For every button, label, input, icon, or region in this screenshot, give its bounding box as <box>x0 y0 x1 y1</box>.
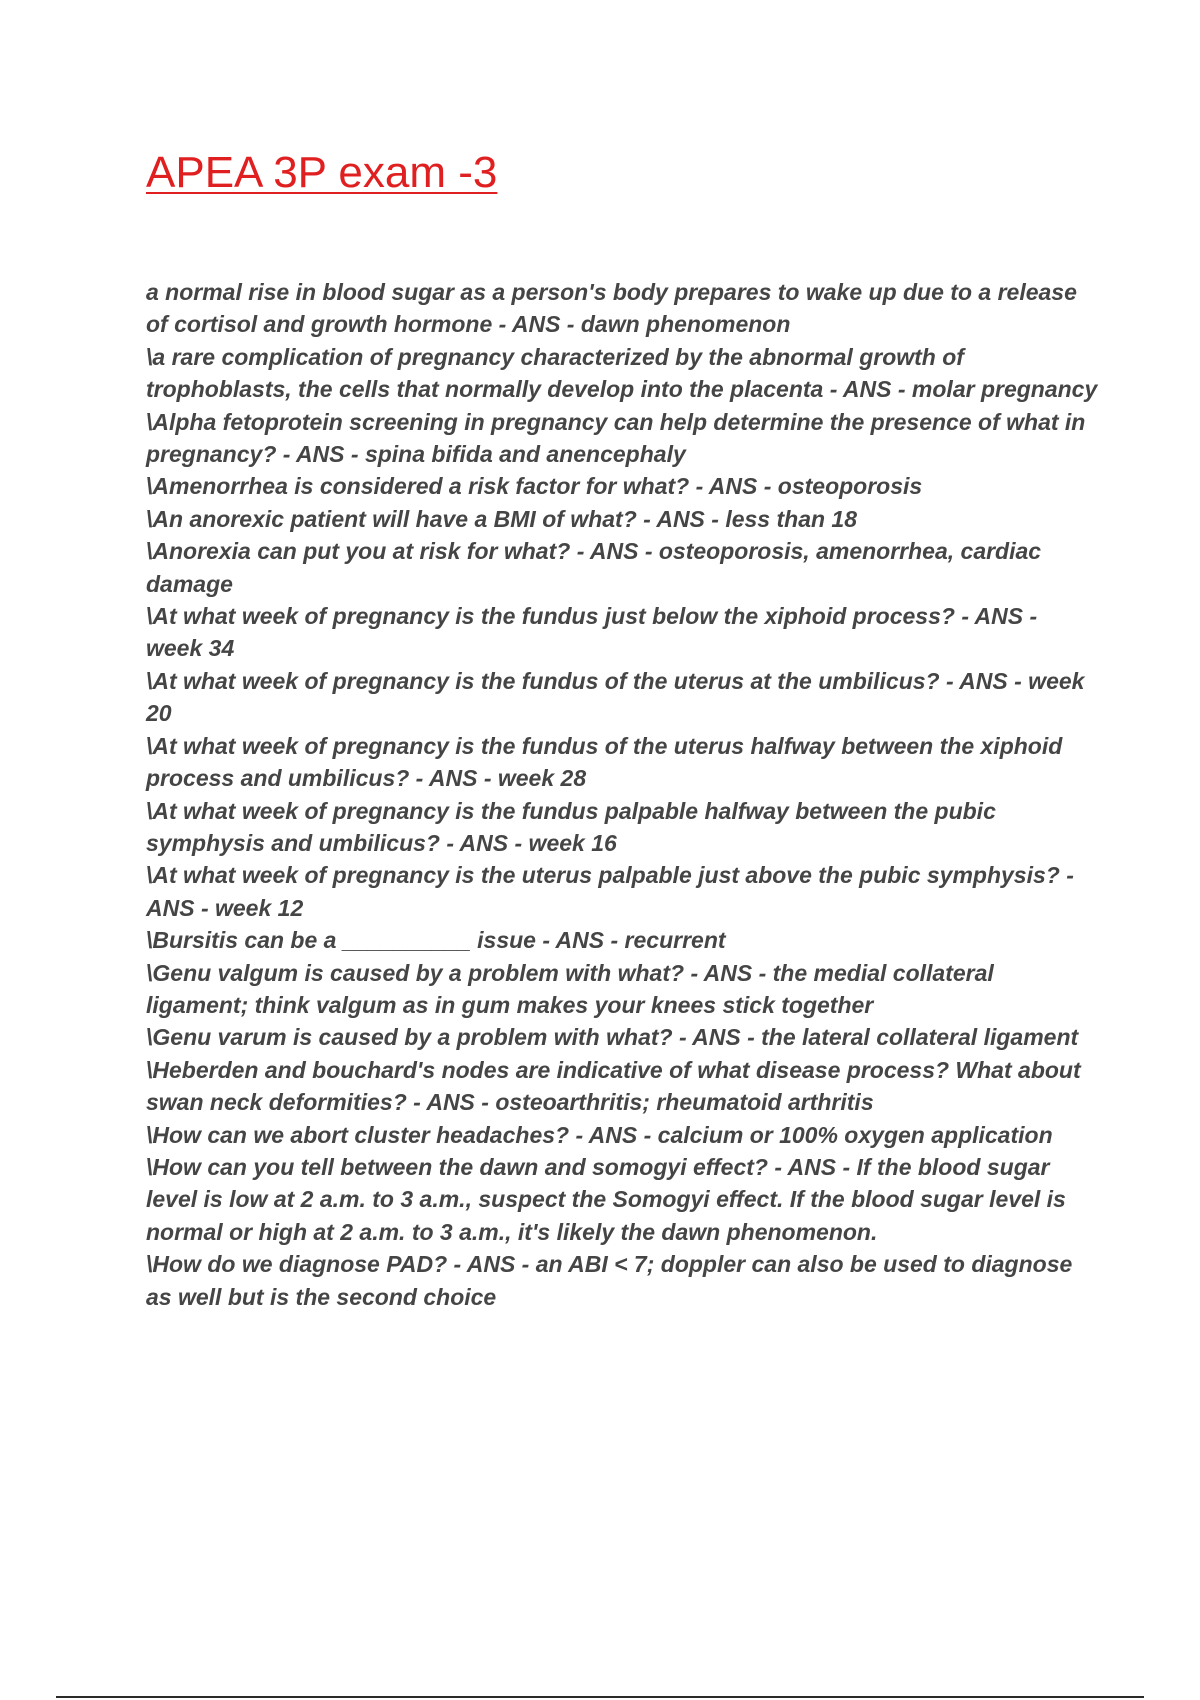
qa-entry <box>146 1151 1098 1248</box>
qa-entry-text: \a rare complication of pregnancy characterized by the abnormal growth of trophoblasts, the cells that normally develop into the placenta - ANS - molar pregnancy <box>146 343 1098 403</box>
qa-entry <box>146 730 1098 795</box>
qa-entry <box>146 535 1098 600</box>
qa-entry <box>146 957 1098 1022</box>
qa-entry-text: \Genu varum is caused by a problem with what? - ANS - the lateral collateral ligament <box>146 1024 1079 1051</box>
qa-entry <box>146 1248 1098 1313</box>
qa-entry <box>146 795 1098 860</box>
footer-divider <box>56 1696 1144 1698</box>
qa-entry-text: \How do we diagnose PAD? - ANS - an ABI < 7; doppler can also be used to diagnose as well but is the second choice <box>146 1251 1073 1310</box>
document-title: APEA 3P exam -3 <box>146 148 498 197</box>
qa-entry <box>146 503 1098 535</box>
qa-entry-text: \Alpha fetoprotein screening in pregnancy can help determine the presence of what in pregnancy? - ANS - spina bifida and anencephaly <box>146 408 1086 468</box>
qa-entry-text: \At what week of pregnancy is the fundus of the uterus halfway between the xiphoid process and umbilicus? - ANS - week 28 <box>146 732 1063 792</box>
qa-entry <box>146 1021 1098 1053</box>
qa-entry <box>146 665 1098 730</box>
qa-entry-text: \Bursitis can be a __________ issue - ANS - recurrent <box>146 927 726 954</box>
qa-entry-text: \Genu valgum is caused by a problem with what? - ANS - the medial collateral ligament; think valgum as in gum makes your knees stick together <box>146 959 994 1018</box>
qa-entry-text: \Anorexia can put you at risk for what? - ANS - osteoporosis, amenorrhea, cardiac damage <box>146 538 1042 597</box>
qa-entry <box>146 406 1098 471</box>
qa-entry-text: \At what week of pregnancy is the fundus of the uterus at the umbilicus? - ANS - week 20 <box>146 667 1085 727</box>
qa-entry-text: \At what week of pregnancy is the fundus just below the xiphoid process? - ANS - week 34 <box>146 603 1038 662</box>
qa-entry <box>146 1119 1098 1151</box>
qa-entry-text: \Heberden and bouchard's nodes are indicative of what disease process? What about swan neck deformities? - ANS - osteoarthritis; rheumatoid arthritis <box>146 1056 1081 1116</box>
qa-entry <box>146 924 1098 956</box>
qa-entry-text: a normal rise in blood sugar as a person's body prepares to wake up due to a release of cortisol and growth hormone - ANS - dawn phenomenon <box>146 279 1077 338</box>
qa-entry <box>146 859 1098 924</box>
qa-entry <box>146 1054 1098 1119</box>
qa-entry-text: \Amenorrhea is considered a risk factor for what? - ANS - osteoporosis <box>146 473 923 500</box>
qa-entry <box>146 341 1098 406</box>
qa-entry-list <box>146 276 1098 1313</box>
qa-entry-text: \At what week of pregnancy is the uterus palpable just above the pubic symphysis? - ANS - week 12 <box>146 862 1074 921</box>
qa-entry-text: \How can we abort cluster headaches? - ANS - calcium or 100% oxygen application <box>146 1121 1053 1148</box>
qa-entry-text: \How can you tell between the dawn and somogyi effect? - ANS - If the blood sugar level is low at 2 a.m. to 3 a.m., suspect the Somogyi effect. If the blood sugar level is normal or high at 2 a.m. to 3 a.m., it's likely the dawn phenomenon. <box>146 1153 1066 1245</box>
qa-entry <box>146 470 1098 502</box>
qa-entry-text: \An anorexic patient will have a BMI of what? - ANS - less than 18 <box>146 505 858 532</box>
qa-entry-text: \At what week of pregnancy is the fundus palpable halfway between the pubic symphysis and umbilicus? - ANS - week 16 <box>146 797 996 856</box>
qa-entry <box>146 276 1098 341</box>
qa-entry <box>146 600 1098 665</box>
